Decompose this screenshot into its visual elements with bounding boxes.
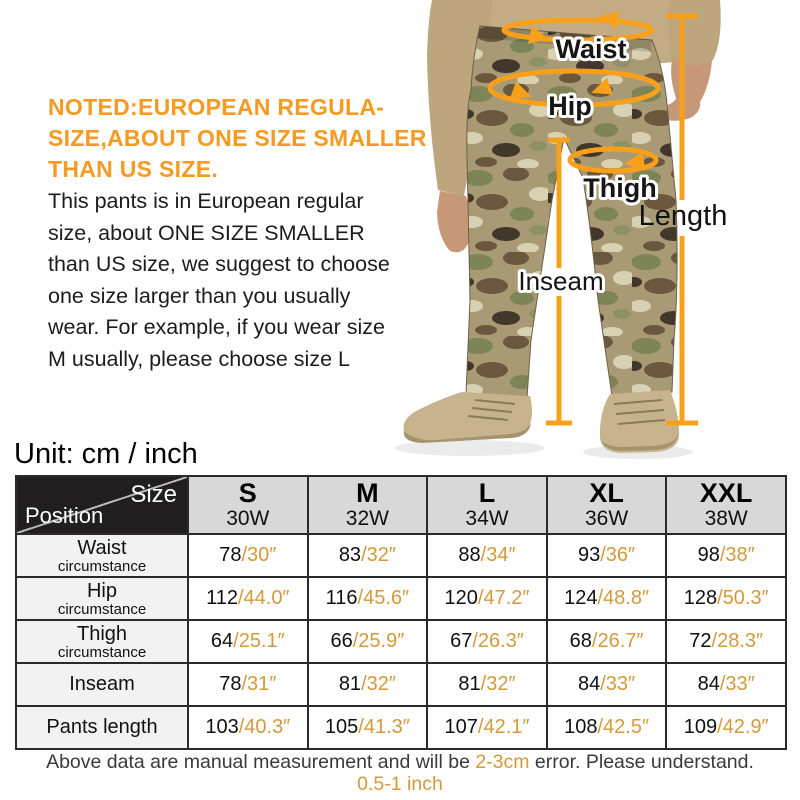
right-arm-sleeve	[669, 0, 721, 66]
inch-value: /25.1″	[233, 630, 285, 652]
inch-value: /44.0″	[237, 587, 290, 609]
value-cell	[188, 663, 308, 706]
value-cell	[188, 706, 308, 749]
inch-value: /31″	[241, 673, 277, 695]
inch-value: /34″	[480, 544, 516, 566]
model-photo	[380, 0, 800, 460]
cm-value: 81	[338, 673, 362, 695]
cm-value: 83	[338, 544, 362, 566]
size-waist: 32W	[345, 507, 389, 530]
row-label-cell	[16, 663, 188, 706]
hip-label: Hip	[548, 91, 592, 121]
table-row-hip	[16, 577, 786, 620]
footer-note-line1	[0, 751, 800, 773]
size-column-header	[308, 476, 428, 534]
table-row-waist	[16, 534, 786, 577]
footer-highlight-cm: 2-3cm	[475, 751, 530, 773]
value-cell	[427, 577, 547, 620]
footer-note	[0, 751, 800, 795]
value-cell	[666, 577, 786, 620]
row-label: Thigh	[76, 622, 128, 645]
inch-value: /30″	[241, 544, 277, 566]
cm-value: 93	[578, 544, 601, 566]
value-cell	[666, 534, 786, 577]
cm-value: 84	[697, 673, 720, 695]
inch-value: /28.3″	[711, 630, 764, 652]
corner-position-label: Position	[25, 503, 104, 528]
inch-value: /41.3″	[358, 716, 410, 738]
right-forearm	[671, 60, 712, 102]
inch-value: /26.7″	[591, 630, 644, 652]
value-cell	[188, 534, 308, 577]
inch-value: /38″	[719, 544, 755, 566]
value-cell	[547, 534, 667, 577]
value-cell	[427, 706, 547, 749]
table-row-thigh	[16, 620, 786, 663]
value-cell	[666, 706, 786, 749]
inch-value: /33″	[600, 673, 636, 695]
size-column-header	[427, 476, 547, 534]
table-corner-cell	[16, 476, 188, 534]
cm-value: 112	[206, 587, 238, 609]
size-letter: S	[238, 478, 257, 508]
cm-value: 67	[450, 630, 473, 652]
size-column-header	[666, 476, 786, 534]
inch-value: /40.3″	[238, 716, 291, 738]
value-cell	[308, 706, 428, 749]
description-line: wear. For example, if you wear size	[48, 315, 385, 339]
inch-value: /45.6″	[357, 587, 410, 609]
description-line: than US size, we suggest to choose	[48, 252, 390, 276]
footer-note-line2: 0.5-1 inch	[357, 773, 443, 795]
value-cell	[188, 577, 308, 620]
size-column-header	[547, 476, 667, 534]
inseam-label: Inseam	[518, 266, 604, 296]
size-letter: M	[356, 478, 379, 508]
unit-heading: Unit: cm / inch	[14, 438, 198, 470]
row-label: Pants length	[46, 716, 158, 738]
inch-value: /48.8″	[597, 587, 650, 609]
length-label: Length	[638, 200, 728, 232]
notice-line: THAN US SIZE.	[48, 156, 219, 182]
cm-value: 116	[325, 587, 358, 609]
notice-heading	[48, 92, 427, 185]
value-cell	[427, 620, 547, 663]
notice-line: SIZE,ABOUT ONE SIZE SMALLER	[48, 125, 427, 151]
inch-value: /25.9″	[352, 630, 405, 652]
cm-value: 108	[564, 716, 598, 738]
row-sublabel: circumstance	[57, 643, 147, 661]
inch-value: /50.3″	[717, 587, 769, 609]
value-cell	[547, 706, 667, 749]
row-label: Hip	[86, 579, 117, 602]
value-cell	[308, 620, 428, 663]
cm-value: 109	[683, 716, 718, 738]
row-label-cell	[16, 534, 188, 577]
description-line: This pants is in European regular	[48, 189, 364, 213]
value-cell	[547, 577, 667, 620]
left-hand	[437, 191, 471, 252]
cm-value: 72	[689, 630, 712, 652]
row-label: Waist	[77, 536, 127, 559]
cm-value: 105	[324, 716, 359, 738]
waist-label: Waist	[555, 34, 627, 64]
cm-value: 103	[205, 716, 239, 738]
cm-value: 78	[219, 544, 242, 566]
cm-value: 120	[444, 587, 478, 609]
size-waist: 38W	[704, 507, 748, 530]
cm-value: 64	[210, 630, 234, 652]
inch-value: /47.2″	[477, 587, 530, 609]
footer-text: Above data are manual measurement and will be	[46, 751, 476, 773]
value-cell	[666, 620, 786, 663]
cm-value: 66	[330, 630, 353, 652]
cm-value: 98	[697, 544, 720, 566]
description-text	[48, 186, 390, 375]
inch-value: /32″	[361, 544, 396, 566]
cm-value: 107	[444, 716, 478, 738]
size-table	[15, 475, 787, 750]
row-label-cell	[16, 620, 188, 663]
row-label-cell	[16, 577, 188, 620]
table-header-row	[16, 476, 786, 534]
footer-text: error. Please understand.	[529, 751, 754, 773]
inch-value: /32″	[361, 673, 396, 695]
corner-size-label: Size	[130, 481, 177, 508]
size-letter: XXL	[699, 478, 753, 508]
value-cell	[308, 534, 428, 577]
inch-value: /33″	[719, 673, 755, 695]
row-sublabel: circumstance	[57, 600, 147, 618]
inch-value: /36″	[600, 544, 636, 566]
cm-value: 68	[569, 630, 592, 652]
value-cell	[666, 663, 786, 706]
table-row-pants-length	[16, 706, 786, 749]
inch-value: /26.3″	[472, 630, 524, 652]
cm-value: 128	[683, 587, 718, 609]
size-waist: 34W	[465, 507, 509, 530]
table-row-inseam	[16, 663, 786, 706]
value-cell	[547, 663, 667, 706]
size-letter: L	[478, 478, 496, 508]
inch-value: /42.1″	[477, 716, 530, 738]
cm-value: 124	[564, 587, 598, 609]
value-cell	[427, 663, 547, 706]
value-cell	[427, 534, 547, 577]
inch-value: /42.5″	[597, 716, 650, 738]
cm-value: 81	[458, 673, 481, 695]
row-label: Inseam	[69, 673, 135, 695]
row-sublabel: circumstance	[57, 557, 147, 575]
inch-value: /42.9″	[717, 716, 769, 738]
cm-value: 88	[458, 544, 481, 566]
size-column-header	[188, 476, 308, 534]
value-cell	[308, 577, 428, 620]
description-line: size, about ONE SIZE SMALLER	[48, 220, 365, 245]
size-waist: 30W	[226, 507, 270, 530]
row-label-cell	[16, 706, 188, 749]
notice-line: NOTED:EUROPEAN REGULA-	[48, 94, 385, 120]
inch-value: /32″	[480, 673, 516, 695]
value-cell	[308, 663, 428, 706]
value-cell	[547, 620, 667, 663]
thigh-label: Thigh	[583, 173, 657, 203]
description-line: one size larger than you usually	[48, 283, 351, 308]
cm-value: 84	[578, 673, 601, 695]
size-letter: XL	[589, 478, 624, 508]
cm-value: 78	[219, 673, 242, 695]
value-cell	[188, 620, 308, 663]
description-line: M usually, please choose size L	[48, 346, 350, 371]
size-waist: 36W	[584, 507, 629, 530]
